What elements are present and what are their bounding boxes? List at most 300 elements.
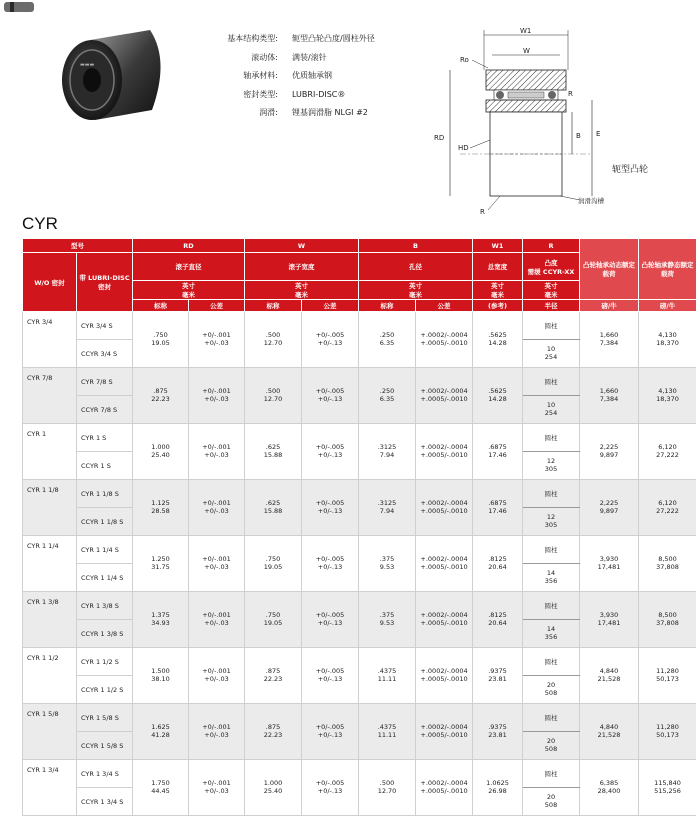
w-tolerance-in: +0/-.005 (302, 388, 358, 396)
dim-b: B (576, 132, 581, 140)
crown-shape: 圆柱 (523, 368, 580, 396)
crown-shape: 圆柱 (523, 536, 580, 564)
groove-label: 润滑沟槽 (578, 196, 604, 205)
product-photo (0, 0, 180, 140)
w-tolerance (302, 704, 359, 760)
dyn-load-mm: 21,528 (580, 732, 638, 740)
rd-nominal (133, 368, 189, 424)
b-tolerance-mm: +.0005/-.0010 (416, 676, 472, 684)
w-tolerance-mm: +0/-.13 (302, 620, 358, 628)
table-row (23, 704, 696, 732)
rd-nominal-in: 1.750 (133, 780, 188, 788)
unit-in: 英寸 (523, 281, 579, 290)
head-w1: W1 (473, 239, 523, 253)
dim-e: E (596, 130, 600, 138)
dyn-load-mm: 9,897 (580, 508, 638, 516)
dyn-load-mm: 7,384 (580, 396, 638, 404)
w1-value (473, 760, 523, 816)
model-wo-seal: CYR 7/8 (23, 368, 77, 424)
rd-tolerance (189, 648, 245, 704)
static-load-mm: 27,222 (639, 508, 696, 516)
head-unit-w (245, 281, 359, 300)
logo-mark: ▬▬▬ (80, 62, 94, 68)
w1-value (473, 368, 523, 424)
w-nominal (245, 444, 301, 459)
dim-w1: W1 (520, 27, 531, 35)
w-tolerance (302, 780, 358, 795)
dyn-load (580, 724, 638, 739)
dim-rd: RD (434, 134, 444, 142)
table-row (23, 312, 696, 340)
crown-radius (523, 564, 580, 592)
unit-in: 英寸 (245, 281, 358, 290)
head-r: R (523, 239, 580, 253)
head-static-load: 凸轮轴承静态额定载荷 (639, 239, 696, 300)
dim-w: W (523, 47, 530, 55)
b-nominal (359, 368, 416, 424)
model-crowned: CCYR 1 5/8 S (77, 732, 133, 760)
unit-mm: 毫米 (523, 290, 579, 299)
w-nominal-in: .625 (245, 444, 301, 452)
rd-tolerance (189, 444, 244, 459)
w-tolerance (302, 388, 358, 403)
crown-radius-mm: 254 (523, 410, 579, 418)
rd-nominal (133, 332, 188, 347)
w-nominal-in: .875 (245, 724, 301, 732)
dyn-load-in: 6,385 (580, 780, 638, 788)
rd-tolerance-in: +0/-.001 (189, 556, 244, 564)
dyn-load-in: 3,930 (580, 612, 638, 620)
crown-radius (523, 732, 580, 760)
w-nominal (245, 536, 302, 592)
dyn-load (580, 704, 639, 760)
table-row (23, 592, 696, 620)
crown-radius-mm: 305 (523, 522, 579, 530)
unit-mm: 毫米 (359, 290, 472, 299)
w1-value (473, 724, 522, 739)
w-tolerance-in: +0/-.005 (302, 724, 358, 732)
b-nominal-mm: 9.53 (359, 620, 415, 628)
w-nominal (245, 388, 301, 403)
w-nominal (245, 780, 301, 795)
dyn-load (580, 444, 638, 459)
static-load-mm: 37,808 (639, 564, 696, 572)
head-w: W (245, 239, 359, 253)
w-nominal-mm: 19.05 (245, 564, 301, 572)
model-wo-seal: CYR 1 1/8 (23, 480, 77, 536)
crown-radius-in: 12 (523, 458, 579, 466)
static-load (639, 612, 696, 627)
static-load-in: 11,280 (639, 724, 696, 732)
model-wo-seal: CYR 1 3/4 (23, 760, 77, 816)
w-tolerance-mm: +0/-.13 (302, 788, 358, 796)
b-tolerance-in: +.0002/-.0004 (416, 668, 472, 676)
rd-nominal-mm: 28.58 (133, 508, 188, 516)
dyn-load-in: 1,660 (580, 388, 638, 396)
b-nominal-mm: 6.35 (359, 340, 415, 348)
unit-in: 英寸 (133, 281, 244, 290)
static-load (639, 704, 696, 760)
dyn-load-mm: 21,528 (580, 676, 638, 684)
crown-radius-mm: 254 (523, 354, 579, 362)
b-tolerance-mm: +.0005/-.0010 (416, 340, 472, 348)
w1-value (473, 424, 523, 480)
static-load-in: 11,280 (639, 668, 696, 676)
crown-radius (523, 402, 579, 417)
b-tolerance-in: +.0002/-.0004 (416, 500, 472, 508)
w-nominal-mm: 22.23 (245, 676, 301, 684)
rd-tolerance-in: +0/-.001 (189, 668, 244, 676)
spec-value: 优质轴承钢 (292, 67, 332, 86)
b-nominal (359, 760, 416, 816)
static-load-mm: 50,173 (639, 732, 696, 740)
w-tolerance-mm: +0/-.13 (302, 732, 358, 740)
rd-tolerance (189, 612, 244, 627)
spec-value: LUBRI-DISC® (292, 86, 345, 105)
w-nominal (245, 760, 302, 816)
rd-tolerance-mm: +0/-.03 (189, 732, 244, 740)
w1-value (473, 592, 523, 648)
rd-nominal (133, 780, 188, 795)
b-tolerance-mm: +.0005/-.0010 (416, 452, 472, 460)
head-tolerance: 公差 (416, 300, 473, 312)
static-load-mm: 37,808 (639, 620, 696, 628)
b-nominal-mm: 7.94 (359, 508, 415, 516)
b-tolerance-mm: +.0005/-.0010 (416, 620, 472, 628)
rd-tolerance (189, 668, 244, 683)
b-tolerance-in: +.0002/-.0004 (416, 780, 472, 788)
b-nominal-in: .375 (359, 556, 415, 564)
rd-tolerance (189, 780, 244, 795)
model-seal: CYR 1 1/8 S (77, 480, 133, 508)
b-tolerance (416, 536, 473, 592)
b-nominal-in: .375 (359, 612, 415, 620)
rd-nominal-mm: 34.93 (133, 620, 188, 628)
rd-nominal-mm: 38.10 (133, 676, 188, 684)
w1-value-in: .6875 (473, 500, 522, 508)
w-nominal-in: .750 (245, 612, 301, 620)
w1-value (473, 668, 522, 683)
spec-row (196, 49, 416, 68)
spec-value: 满装/滚针 (292, 49, 327, 68)
b-tolerance-mm: +.0005/-.0010 (416, 508, 472, 516)
crown-radius-in: 20 (523, 738, 579, 746)
crown-radius (523, 676, 580, 704)
b-tolerance (416, 444, 472, 459)
b-nominal (359, 592, 416, 648)
rd-nominal-in: 1.500 (133, 668, 188, 676)
w-tolerance-in: +0/-.005 (302, 500, 358, 508)
static-load (639, 388, 696, 403)
w-tolerance (302, 368, 359, 424)
w-nominal-mm: 22.23 (245, 732, 301, 740)
static-load-in: 8,500 (639, 556, 696, 564)
spec-table (22, 238, 696, 816)
w-tolerance-mm: +0/-.13 (302, 452, 358, 460)
rd-nominal (133, 388, 188, 403)
head-total-width: 总宽度 (473, 253, 523, 281)
dyn-load-mm: 7,384 (580, 340, 638, 348)
w-nominal-mm: 12.70 (245, 340, 301, 348)
w-tolerance (302, 592, 359, 648)
b-nominal (359, 424, 416, 480)
head-unit-w1 (473, 281, 523, 300)
head-dyn-load: 凸轮轴承动态额定载荷 (580, 239, 639, 300)
head-roller-dia: 滚子直径 (133, 253, 245, 281)
w-tolerance-mm: +0/-.13 (302, 508, 358, 516)
head-nominal: 标称 (133, 300, 189, 312)
rd-nominal-in: 1.375 (133, 612, 188, 620)
w1-value (473, 648, 523, 704)
b-nominal (359, 668, 415, 683)
static-load (639, 444, 696, 459)
static-load (639, 536, 696, 592)
static-load (639, 668, 696, 683)
w1-value-mm: 20.64 (473, 620, 522, 628)
w-nominal (245, 500, 301, 515)
dyn-load-in: 1,660 (580, 332, 638, 340)
b-nominal (359, 648, 416, 704)
b-nominal-mm: 7.94 (359, 452, 415, 460)
crown-shape: 圆柱 (523, 704, 580, 732)
w1-value-in: 1.0625 (473, 780, 522, 788)
b-nominal-mm: 12.70 (359, 788, 415, 796)
b-tolerance (416, 648, 473, 704)
w-tolerance-in: +0/-.005 (302, 612, 358, 620)
static-load-in: 4,130 (639, 332, 696, 340)
b-nominal-mm: 6.35 (359, 396, 415, 404)
w-nominal (245, 668, 301, 683)
b-tolerance-mm: +.0005/-.0010 (416, 732, 472, 740)
rd-tolerance-mm: +0/-.03 (189, 396, 244, 404)
crown-radius (523, 346, 579, 361)
crown-radius (523, 340, 580, 368)
model-wo-seal: CYR 1 1/2 (23, 648, 77, 704)
w1-value-in: .5625 (473, 388, 522, 396)
spec-label: 密封类型: (196, 86, 292, 105)
dim-ro: Ro (460, 56, 469, 64)
rd-tolerance-mm: +0/-.03 (189, 788, 244, 796)
head-crown (523, 253, 580, 281)
head-crown-note: 需缓 CCYR-XX (523, 267, 579, 276)
unit-in: 英寸 (359, 281, 472, 290)
w-nominal-mm: 12.70 (245, 396, 301, 404)
b-nominal-mm: 9.53 (359, 564, 415, 572)
b-tolerance (416, 368, 473, 424)
head-unit-b (359, 281, 473, 300)
rd-nominal (133, 444, 188, 459)
w1-value-in: .8125 (473, 612, 522, 620)
head-bore: 孔径 (359, 253, 473, 281)
w1-value-mm: 23.81 (473, 732, 522, 740)
w1-value (473, 556, 522, 571)
b-nominal (359, 780, 415, 795)
model-crowned: CCYR 1 3/8 S (77, 620, 133, 648)
crown-radius-in: 14 (523, 626, 579, 634)
crown-radius (523, 620, 580, 648)
b-tolerance (416, 612, 472, 627)
w-tolerance (302, 648, 359, 704)
dyn-load (580, 536, 639, 592)
crown-radius-in: 10 (523, 402, 579, 410)
head-radius: 半径 (523, 300, 580, 312)
table-row (23, 760, 696, 788)
b-tolerance-in: +.0002/-.0004 (416, 612, 472, 620)
rd-nominal (133, 592, 189, 648)
head-wo-seal: W/O 密封 (23, 253, 77, 312)
b-nominal (359, 556, 415, 571)
model-crowned: CCYR 1 3/4 S (77, 788, 133, 816)
dyn-load-mm: 9,897 (580, 452, 638, 460)
rd-tolerance (189, 592, 245, 648)
rd-nominal (133, 704, 189, 760)
model-crowned: CCYR 1 S (77, 452, 133, 480)
series-title: CYR (22, 214, 58, 234)
b-tolerance-in: +.0002/-.0004 (416, 556, 472, 564)
crown-radius-in: 20 (523, 682, 579, 690)
rd-nominal-in: 1.000 (133, 444, 188, 452)
rd-tolerance-in: +0/-.001 (189, 332, 244, 340)
w-nominal-in: .500 (245, 332, 301, 340)
spec-row (196, 104, 416, 123)
rd-nominal (133, 480, 189, 536)
rd-tolerance (189, 424, 245, 480)
b-tolerance (416, 780, 472, 795)
rd-tolerance (189, 368, 245, 424)
w-tolerance-in: +0/-.005 (302, 444, 358, 452)
w1-value (473, 332, 522, 347)
rd-tolerance (189, 724, 244, 739)
static-load-in: 6,120 (639, 444, 696, 452)
w-tolerance (302, 724, 358, 739)
static-load-mm: 27,222 (639, 452, 696, 460)
w1-value-mm: 23.81 (473, 676, 522, 684)
w-tolerance (302, 424, 359, 480)
w-nominal-in: .875 (245, 668, 301, 676)
static-load (639, 556, 696, 571)
w1-value-in: .5625 (473, 332, 522, 340)
drawing-caption: 轭型凸轮 (612, 162, 648, 175)
w-nominal (245, 612, 301, 627)
w-tolerance (302, 668, 358, 683)
head-nominal: 标称 (359, 300, 416, 312)
rd-tolerance-mm: +0/-.03 (189, 620, 244, 628)
static-load-mm: 18,370 (639, 340, 696, 348)
spec-label: 润滑: (196, 104, 292, 123)
head-tolerance: 公差 (189, 300, 245, 312)
rd-tolerance-mm: +0/-.03 (189, 340, 244, 348)
b-nominal (359, 480, 416, 536)
dim-hd: HD (458, 144, 469, 152)
unit-mm: 毫米 (473, 290, 522, 299)
w-nominal (245, 312, 302, 368)
w1-value (473, 312, 523, 368)
static-load-mm: 18,370 (639, 396, 696, 404)
w-nominal (245, 648, 302, 704)
b-nominal (359, 500, 415, 515)
model-seal: CYR 3/4 S (77, 312, 133, 340)
rd-nominal (133, 760, 189, 816)
crown-radius-mm: 508 (523, 802, 579, 810)
b-tolerance-mm: +.0005/-.0010 (416, 396, 472, 404)
dyn-load-mm: 17,481 (580, 620, 638, 628)
w1-value-mm: 14.28 (473, 396, 522, 404)
static-load-in: 8,500 (639, 612, 696, 620)
w-nominal-in: .500 (245, 388, 301, 396)
static-load (639, 480, 696, 536)
dyn-load (580, 500, 638, 515)
head-reference: (参考) (473, 300, 523, 312)
rd-tolerance (189, 536, 245, 592)
rd-tolerance-in: +0/-.001 (189, 612, 244, 620)
crown-radius-in: 14 (523, 570, 579, 578)
head-nominal: 标称 (245, 300, 302, 312)
unit-mm: 毫米 (133, 290, 244, 299)
b-nominal (359, 704, 416, 760)
spec-value: 锂基润滑脂 NLGI #2 (292, 104, 368, 123)
w-tolerance-mm: +0/-.13 (302, 564, 358, 572)
crown-radius (523, 514, 579, 529)
rd-nominal-mm: 25.40 (133, 452, 188, 460)
b-nominal-in: .250 (359, 388, 415, 396)
dyn-load-in: 2,225 (580, 444, 638, 452)
rd-nominal (133, 424, 189, 480)
spec-label: 轴承材料: (196, 67, 292, 86)
rd-nominal-in: .875 (133, 388, 188, 396)
dyn-load (580, 312, 639, 368)
model-seal: CYR 1 1/4 S (77, 536, 133, 564)
dyn-load (580, 780, 638, 795)
crown-radius (523, 570, 579, 585)
w-tolerance-in: +0/-.005 (302, 780, 358, 788)
dyn-load-mm: 28,400 (580, 788, 638, 796)
model-crowned: CCYR 1 1/2 S (77, 676, 133, 704)
model-wo-seal: CYR 1 (23, 424, 77, 480)
w-nominal (245, 592, 302, 648)
head-roller-width: 滚子宽度 (245, 253, 359, 281)
dyn-load-in: 3,930 (580, 556, 638, 564)
crown-shape: 圆柱 (523, 424, 580, 452)
w-tolerance (302, 312, 359, 368)
w-nominal (245, 704, 302, 760)
rd-tolerance (189, 332, 244, 347)
w-tolerance (302, 332, 358, 347)
crown-shape: 圆柱 (523, 480, 580, 508)
rd-nominal-in: .750 (133, 332, 188, 340)
b-tolerance (416, 500, 472, 515)
w-nominal-in: .750 (245, 556, 301, 564)
rd-tolerance-mm: +0/-.03 (189, 508, 244, 516)
rd-nominal (133, 556, 188, 571)
w-nominal (245, 332, 301, 347)
static-load (639, 332, 696, 347)
dyn-load (580, 556, 638, 571)
b-nominal-in: .250 (359, 332, 415, 340)
b-nominal (359, 536, 416, 592)
table-row (23, 368, 696, 396)
spec-label: 基本结构类型: (196, 30, 292, 49)
w1-value-in: .9375 (473, 724, 522, 732)
dim-r-bottom: R (480, 208, 485, 216)
b-nominal-mm: 11.11 (359, 676, 415, 684)
head-lb-n: 磅/牛 (639, 300, 696, 312)
crown-radius-mm: 356 (523, 634, 579, 642)
w-nominal-mm: 15.88 (245, 452, 301, 460)
static-load (639, 312, 696, 368)
spec-row (196, 30, 416, 49)
head-tolerance: 公差 (302, 300, 359, 312)
b-tolerance-mm: +.0005/-.0010 (416, 788, 472, 796)
